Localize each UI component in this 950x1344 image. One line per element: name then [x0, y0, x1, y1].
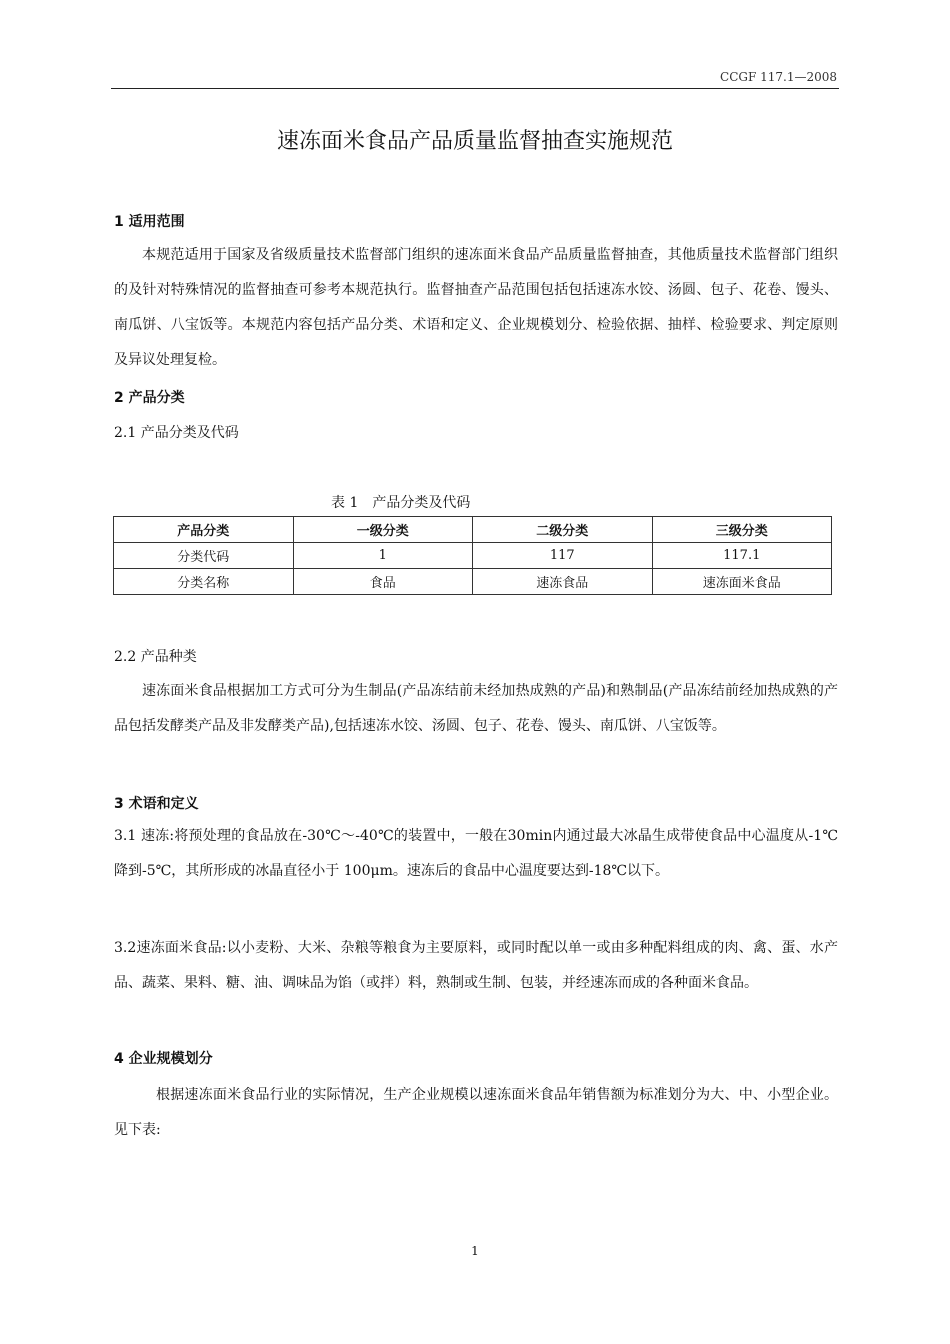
table-header-cell: 三级分类: [652, 517, 832, 543]
section-heading-classification: 2 产品分类: [114, 390, 185, 406]
table-row: [114, 569, 832, 595]
table-cell: 117: [473, 543, 653, 569]
section-heading-scope: 1 适用范围: [114, 214, 185, 230]
table-header-row: [114, 517, 832, 543]
page-number: 1: [471, 1244, 479, 1258]
document-title: 速冻面米食品产品质量监督抽查实施规范: [276, 129, 673, 154]
table-cell: 速冻食品: [473, 569, 653, 595]
table-header-cell: 一级分类: [293, 517, 473, 543]
definition-quick-freezing: 3.1 速冻:将预处理的食品放在-30℃～-40℃的装置中，一般在30min内通过最大冰晶生成带使食品中心温度从-1℃降到-5℃，其所形成的冰晶直径小于 100μm。速冻后的食品中心温度要达到-18℃以下。: [114, 828, 838, 879]
subsection-heading-types: 2.2 产品种类: [114, 649, 197, 665]
enterprise-scale-paragraph: 根据速冻面米食品行业的实际情况，生产企业规模以速冻面米食品年销售额为标准划分为大、中、小型企业。见下表:: [114, 1087, 838, 1138]
table-header-cell: 产品分类: [114, 517, 294, 543]
document-code: CCGF 117.1—2008: [720, 70, 837, 84]
subsection-heading-codes: 2.1 产品分类及代码: [114, 425, 239, 441]
scope-paragraph: 本规范适用于国家及省级质量技术监督部门组织的速冻面米食品产品质量监督抽查，其他质量技术监督部门组织的及针对特殊情况的监督抽查可参考本规范执行。监督抽查产品范围包括包括速冻水饺、汤圆、包子、花卷、馒头、南瓜饼、八宝饭等。本规范内容包括产品分类、术语和定义、企业规模划分、检验依据、抽样、检验要求、判定原则及异议处理复检。: [114, 247, 838, 368]
section-heading-terms: 3 术语和定义: [114, 796, 199, 812]
table-cell: 117.1: [652, 543, 832, 569]
header-rule: [111, 88, 839, 89]
table-cell: 食品: [293, 569, 473, 595]
table-header-cell: 二级分类: [473, 517, 653, 543]
table-caption: 表 1 产品分类及代码: [331, 495, 471, 511]
table-cell: 分类代码: [114, 543, 294, 569]
section-heading-enterprise-scale: 4 企业规模划分: [114, 1051, 213, 1067]
table-row: [114, 543, 832, 569]
classification-table: [113, 516, 832, 595]
table-cell: 1: [293, 543, 473, 569]
table-cell: 速冻面米食品: [652, 569, 832, 595]
types-paragraph: 速冻面米食品根据加工方式可分为生制品(产品冻结前未经加热成熟的产品)和熟制品(产品冻结前经加热成熟的产品包括发酵类产品及非发酵类产品),包括速冻水饺、汤圆、包子、花卷、馒头、南瓜饼、八宝饭等。: [114, 683, 838, 734]
definition-frozen-rice-flour-food: 3.2速冻面米食品:以小麦粉、大米、杂粮等粮食为主要原料，或同时配以单一或由多种配料组成的肉、禽、蛋、水产品、蔬菜、果料、糖、油、调味品为馅（或拌）料，熟制或生制、包装，并经速冻而成的各种面米食品。: [114, 940, 838, 991]
table-cell: 分类名称: [114, 569, 294, 595]
